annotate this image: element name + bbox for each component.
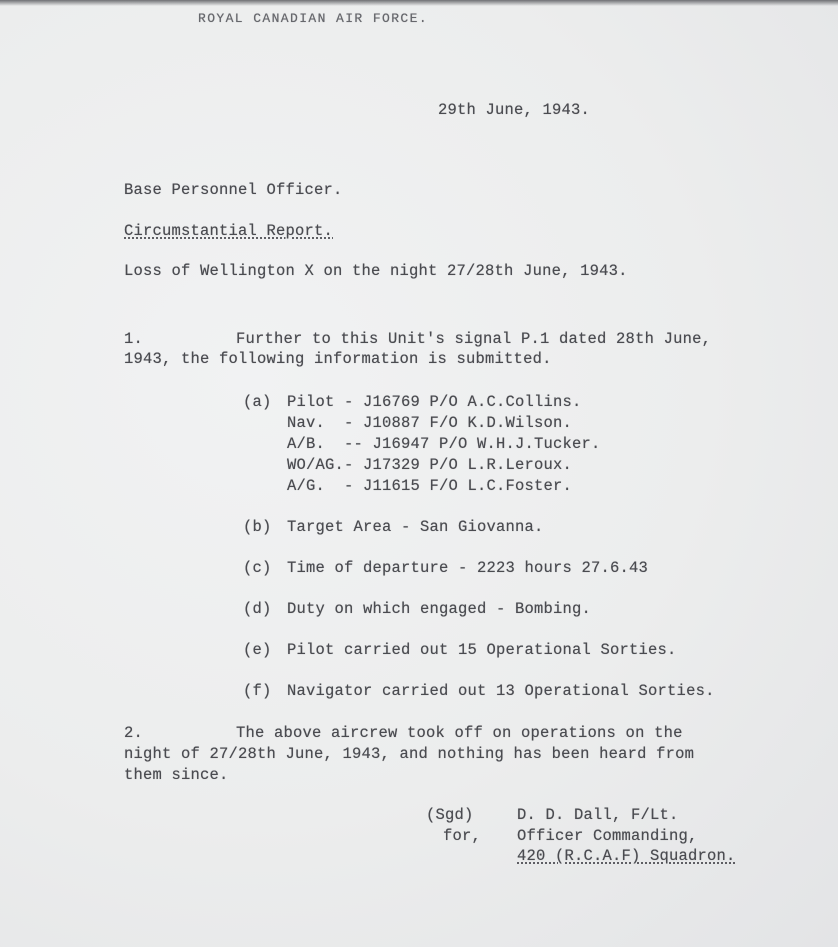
- crew-member: A/B. -- J16947 P/O W.H.J.Tucker.: [287, 435, 601, 453]
- item-label: (d): [243, 600, 272, 618]
- letterhead: ROYAL CANADIAN AIR FORCE.: [198, 11, 429, 26]
- paragraph-1-line-1: Further to this Unit's signal P.1 dated 28th June,: [236, 330, 712, 348]
- crew-member: Pilot - J16769 P/O A.C.Collins.: [287, 393, 582, 411]
- subject-line: Circumstantial Report.: [124, 222, 334, 240]
- paragraph-2-line-1: The above aircrew took off on operations on the: [236, 724, 683, 742]
- signatory-name: D. D. Dall, F/Lt.: [517, 806, 679, 824]
- signatory-title: Officer Commanding,: [517, 827, 698, 845]
- crew-item-label: (a): [243, 393, 272, 411]
- item-text: Time of departure - 2223 hours 27.6.43: [287, 559, 649, 577]
- paragraph-1-number: 1.: [124, 330, 144, 348]
- item-label: (f): [243, 682, 272, 700]
- crew-member: A/G. - J11615 F/O L.C.Foster.: [287, 477, 573, 495]
- signatory-unit: 420 (R.C.A.F) Squadron.: [517, 847, 736, 865]
- item-label: (c): [243, 559, 272, 577]
- paragraph-2-line-2: night of 27/28th June, 1943, and nothing has been heard from: [124, 745, 695, 763]
- paragraph-1-line-2: 1943, the following information is submitted.: [124, 350, 552, 368]
- item-text: Navigator carried out 13 Operational Sorties.: [287, 682, 715, 700]
- item-text: Target Area - San Giovanna.: [287, 518, 544, 536]
- item-label: (e): [243, 641, 272, 659]
- crew-member: WO/AG.- J17329 P/O L.R.Leroux.: [287, 456, 573, 474]
- signed-marker: (Sgd): [426, 806, 474, 824]
- paragraph-2-number: 2.: [124, 724, 144, 742]
- scan-edge-shadow: [0, 0, 838, 6]
- crew-member: Nav. - J10887 F/O K.D.Wilson.: [287, 414, 573, 432]
- document-date: 29th June, 1943.: [438, 101, 591, 119]
- paragraph-2-line-3: them since.: [124, 766, 229, 784]
- item-text: Duty on which engaged - Bombing.: [287, 600, 592, 618]
- item-label: (b): [243, 518, 272, 536]
- for-marker: for,: [443, 827, 482, 845]
- reference-line: Loss of Wellington X on the night 27/28th June, 1943.: [124, 262, 628, 280]
- item-text: Pilot carried out 15 Operational Sorties.: [287, 641, 677, 659]
- addressee: Base Personnel Officer.: [124, 181, 343, 199]
